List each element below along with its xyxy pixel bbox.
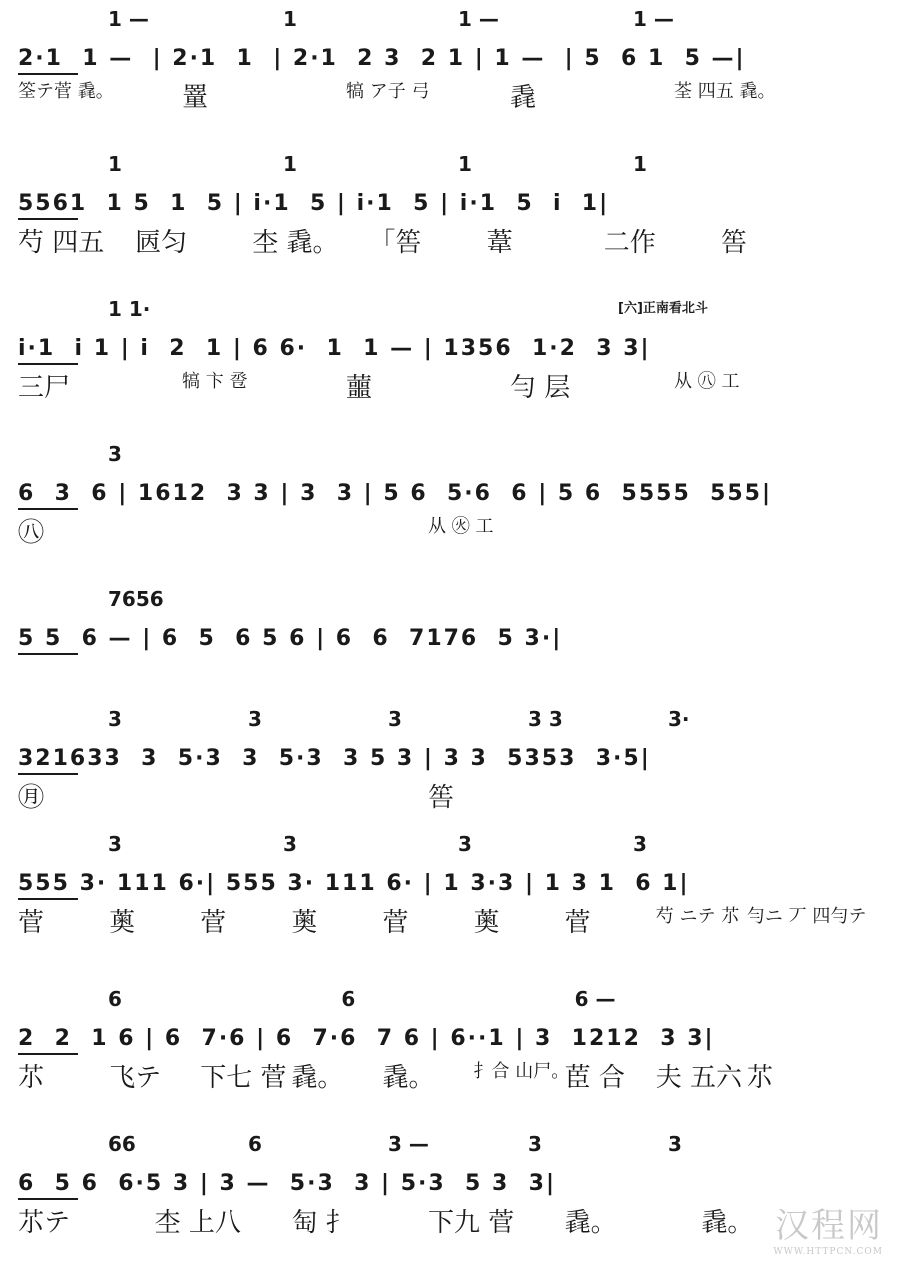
upper-note: 3 <box>458 832 472 856</box>
lyric-syllable: 蘁 <box>346 373 373 403</box>
watermark-url: WWW.HTTPCN.COM <box>773 1247 883 1257</box>
lyric-syllable: 下九 菅 <box>428 1208 515 1238</box>
lyric-syllable: 勻 层 <box>510 373 571 403</box>
lyric-syllable: 葦 <box>486 228 513 258</box>
notation-line: 6 5 6 6·5 3 | 3 — 5·3 3 | 5·3 5 3 3| <box>18 1171 556 1196</box>
upper-notes <box>18 150 886 178</box>
lyric-syllable: 二作 <box>603 228 656 258</box>
upper-note: 1 — <box>108 7 149 31</box>
lyrics-line <box>18 222 886 262</box>
lyric-syllable: 筶 <box>720 228 747 258</box>
upper-notes <box>18 705 886 733</box>
lyric-syllable: 毳。 <box>564 1208 617 1238</box>
lyric-syllable: 茞 合 <box>564 1063 625 1093</box>
upper-note: [六]正南看北斗 <box>618 301 708 316</box>
lyrics-line <box>18 1202 886 1242</box>
lyric-syllable: ㊊ <box>18 783 45 813</box>
beat-underline <box>18 653 78 655</box>
upper-note: 1 — <box>458 7 499 31</box>
lyric-syllable: 「筶 <box>369 228 422 258</box>
lyric-syllable: 夫 五六 <box>655 1063 743 1093</box>
lyric-syllable: 薁 <box>291 908 318 938</box>
lyric-syllable: 匋 扌 <box>291 1208 352 1238</box>
score-row <box>18 440 886 570</box>
upper-note: 3 <box>388 707 402 731</box>
notation-line: 6 3 6 | 1612 3 3 | 3 3 | 5 6 5·6 6 | 5 6 5555 555| <box>18 481 773 506</box>
upper-note: 66 <box>108 1132 136 1156</box>
beat-underline <box>18 218 78 220</box>
upper-note: 3 <box>108 832 122 856</box>
beat-underline <box>18 1198 78 1200</box>
lyric-syllable: 芍 ニテ 䒕 <box>655 906 740 927</box>
lyric-syllable: 筶 <box>428 783 455 813</box>
lyric-syllable: 毳。 <box>701 1208 754 1238</box>
upper-notes <box>18 585 886 613</box>
upper-note: 3 — <box>388 1132 429 1156</box>
notation-line: 2 2 1 6 | 6 7·6 | 6 7·6 7 6 | 6··1 | 3 1212 3 3| <box>18 1026 715 1051</box>
upper-note: 3 3 <box>528 707 563 731</box>
lyric-syllable: 扌合 山尸。 <box>473 1061 570 1082</box>
upper-note: 3 <box>528 1132 542 1156</box>
lyric-syllable: 毳 <box>510 83 537 113</box>
upper-note: 3 <box>283 832 297 856</box>
lyric-syllable: 薁 <box>473 908 500 938</box>
lyric-syllable: 筌テ菅 毳。 <box>18 81 114 102</box>
notation-line: 2·1 1 — | 2·1 1 | 2·1 2 3 2 1 | 1 — | 5 6 1 5 —| <box>18 46 746 71</box>
lyric-syllable: 䒕 <box>18 1063 45 1093</box>
upper-note: 3 <box>108 707 122 731</box>
beat-underline <box>18 773 78 775</box>
lyric-syllable: 菅 <box>382 908 409 938</box>
upper-notes <box>18 985 886 1013</box>
lyrics-line <box>18 77 886 117</box>
upper-note: 3 <box>108 442 122 466</box>
upper-note: 1 <box>283 7 297 31</box>
lyric-syllable: 从 ㊇ 工 <box>674 371 740 392</box>
score-row <box>18 5 886 135</box>
lyric-syllable: 罿 <box>182 83 209 113</box>
upper-note: 1 <box>108 152 122 176</box>
lyric-syllable: 从 ㊋ 工 <box>428 516 494 537</box>
lyric-syllable: 犒 卞 卺 <box>182 371 248 392</box>
upper-note: 1 1· <box>108 297 151 321</box>
watermark-title: 汉程网 <box>775 1206 883 1246</box>
site-watermark <box>773 1198 883 1257</box>
beat-underline <box>18 508 78 510</box>
lyric-syllable: 三尸 <box>18 373 71 403</box>
score-row <box>18 830 886 960</box>
lyrics-line <box>18 902 886 942</box>
score-row <box>18 985 886 1115</box>
beat-underline <box>18 73 78 75</box>
lyric-syllable: 菅 <box>564 908 591 938</box>
lyric-syllable: 䒕テ <box>18 1208 71 1238</box>
notation-line: 321633 3 5·3 3 5·3 3 5 3 | 3 3 5353 3·5| <box>18 746 651 771</box>
score-row <box>18 585 886 715</box>
upper-note: 6 <box>248 1132 262 1156</box>
score-row <box>18 150 886 280</box>
score-row <box>18 705 886 835</box>
notation-line: 555 3· 111 6·| 555 3· 111 6· | 1 3·3 | 1 3 1 6 1| <box>18 871 690 896</box>
upper-note: 6 <box>108 987 122 1011</box>
notation-line: 5561 1 5 1 5 | i·1 5 | i·1 5 | i·1 5 i 1| <box>18 191 610 216</box>
lyrics-line <box>18 512 886 552</box>
lyric-syllable: 犒 ア子 弓 <box>346 81 430 102</box>
beat-underline <box>18 363 78 365</box>
lyric-syllable: 下七 菅 <box>200 1063 287 1093</box>
beat-underline <box>18 898 78 900</box>
upper-note: 1 <box>633 152 647 176</box>
lyric-syllable: 菅 <box>18 908 45 938</box>
upper-notes <box>18 295 886 323</box>
upper-note: 6 — <box>574 987 616 1011</box>
upper-note: 3 <box>668 1132 682 1156</box>
upper-note: 1 <box>458 152 472 176</box>
lyrics-line <box>18 367 886 407</box>
score-row <box>18 1130 886 1260</box>
upper-note: 1 <box>283 152 297 176</box>
score-row <box>18 295 886 425</box>
lyrics-line <box>18 1057 886 1097</box>
lyrics-line <box>18 777 886 817</box>
lyric-syllable: 杢 上八 <box>154 1208 241 1238</box>
lyric-syllable: 勻ニ 丆 四勻テ <box>746 906 867 927</box>
upper-note: 7656 <box>108 587 164 611</box>
beat-underline <box>18 1053 78 1055</box>
lyric-syllable: 毳。 <box>291 1063 344 1093</box>
upper-notes <box>18 5 886 33</box>
lyric-syllable: 杢 毳。 <box>252 228 339 258</box>
lyric-syllable: 㔷匀 <box>135 228 188 258</box>
lyric-syllable: 飞テ <box>109 1063 162 1093</box>
lyric-syllable: 薁 <box>109 908 136 938</box>
lyric-syllable: ㊇ <box>18 518 45 548</box>
lyric-syllable: 菅 <box>200 908 227 938</box>
upper-notes <box>18 440 886 468</box>
notation-line: i·1 i 1 | i 2 1 | 6 6· 1 1 — | 1356 1·2 3 3| <box>18 336 651 361</box>
notation-line: 5 5 6 — | 6 5 6 5 6 | 6 6 7176 5 3·| <box>18 626 563 651</box>
upper-notes <box>18 1130 886 1158</box>
upper-notes <box>18 830 886 858</box>
upper-note: 3 <box>633 832 647 856</box>
lyric-syllable: 毳。 <box>382 1063 435 1093</box>
upper-note: 6 <box>341 987 356 1011</box>
lyrics-line <box>18 657 886 697</box>
lyric-syllable: 荃 四五 毳。 <box>674 81 776 102</box>
lyric-syllable: 芍 四五 <box>18 228 105 258</box>
upper-note: 3· <box>668 707 690 731</box>
upper-note: 3 <box>248 707 262 731</box>
lyric-syllable: 䒕 <box>746 1063 773 1093</box>
upper-note: 1 — <box>633 7 674 31</box>
